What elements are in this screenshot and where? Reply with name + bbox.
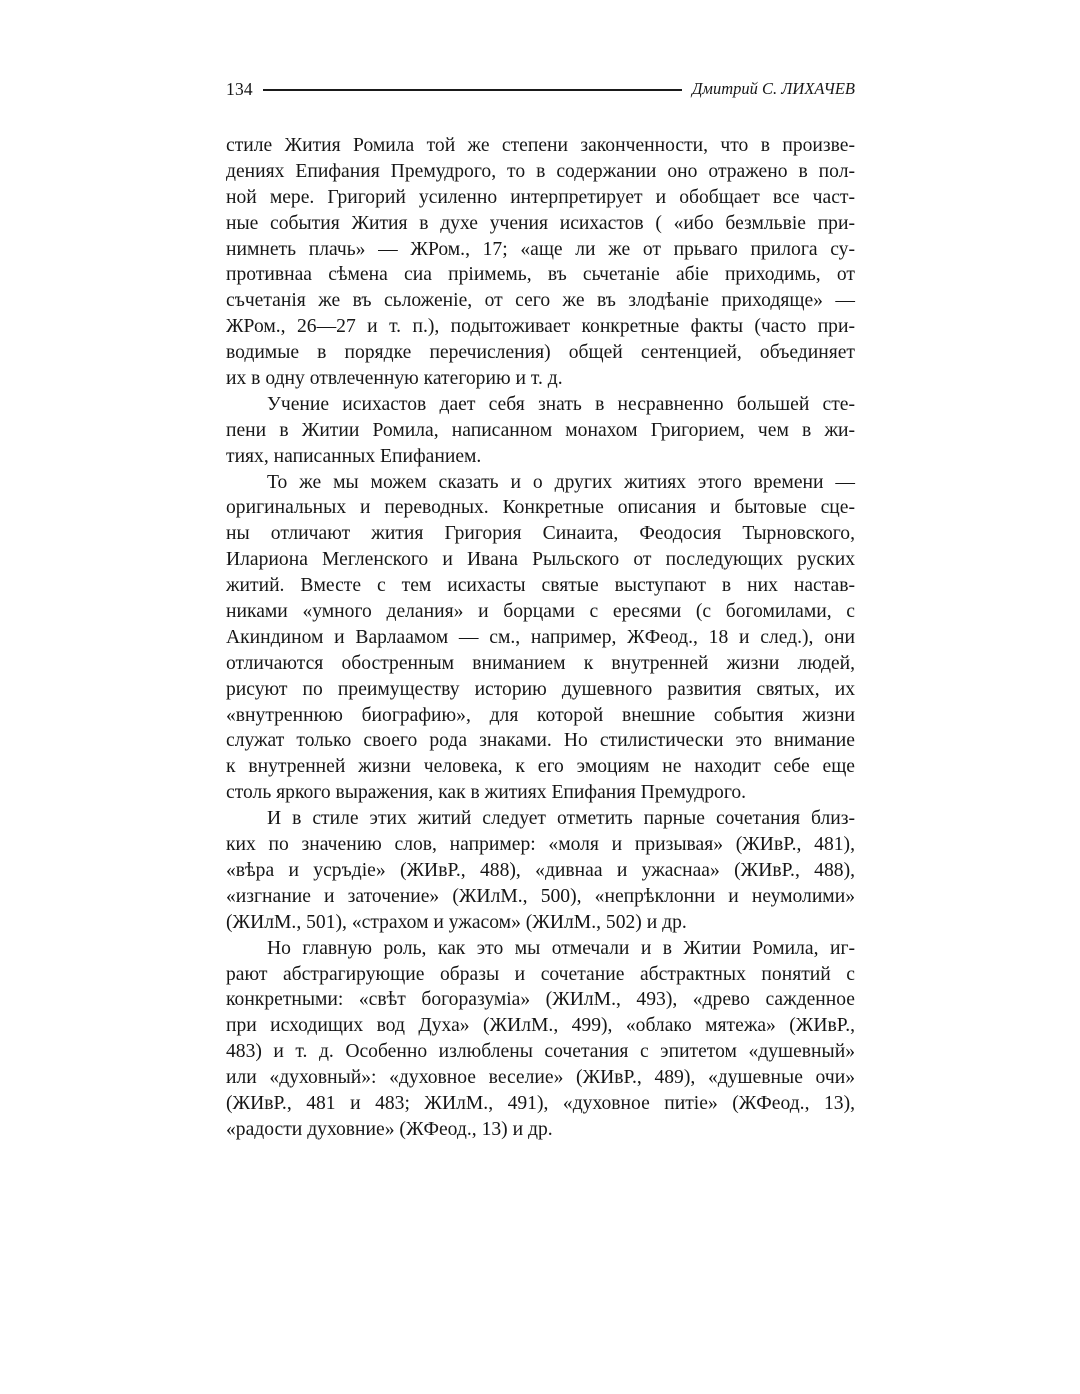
text-line: тиях, написанных Епифанием. (226, 445, 482, 467)
text-line: «внутреннюю биографию», для которой внешние события жизни (226, 704, 855, 726)
text-line: 483) и т. д. Особенно излюблены сочетания с эпитетом «душевный» (226, 1041, 855, 1063)
text-line: ной мере. Григорий усиленно интерпретирует и обобщает все част- (226, 186, 855, 208)
text-line: ких по значению слов, например: «моля и призывая» (ЖИвР., 481), (226, 834, 855, 856)
body-text (226, 133, 855, 1143)
text-line: (ЖИвР., 481 и 483; ЖИлМ., 491), «духовное питіе» (ЖФеод., 13), (226, 1092, 855, 1114)
text-line: к внутренней жизни человека, к его эмоциям не находит себе еще (226, 756, 855, 778)
text-line: «вѣра и усръдіе» (ЖИвР., 488), «дивнаа и ужаснаа» (ЖИвР., 488), (226, 859, 855, 881)
text-line: нимнеть плачь» — ЖРом., 17; «аще ли же от прьваго прилога су- (226, 238, 855, 260)
text-line: конкретными: «свѣт богоразуміа» (ЖИлМ., 493), «древо сажденное (226, 989, 855, 1011)
paragraph (226, 392, 855, 470)
text-line: их в одну отвлеченную категорию и т. д. (226, 368, 563, 390)
text-line: Но главную роль, как это мы отмечали и в Житии Ромила, иг- (267, 937, 855, 959)
text-line: стиле Жития Ромила той же степени законченности, что в произве- (226, 135, 855, 156)
text-line: «изгнание и заточение» (ЖИлМ., 500), «непрѣклонни и неумолими» (226, 885, 855, 907)
text-line: противнаа сѣмена сиа пріимемь, въ сьчетаніе абіе приходимь, от (226, 264, 855, 286)
paragraph (226, 806, 855, 935)
text-line: ЖРом., 26—27 и т. п.), подытоживает конкретные факты (часто при- (226, 316, 855, 338)
text-line: ны отличают жития Григория Синаита, Феодосия Тырновского, (226, 523, 855, 545)
page-number: 134 (226, 78, 253, 99)
text-line: И в стиле этих житий следует отметить парные сочетания близ- (267, 808, 855, 830)
text-line: водимые в порядке перечисления) общей сентенцией, объединяет (226, 342, 855, 364)
text-line: оригинальных и переводных. Конкретные описания и бытовые сце- (226, 497, 855, 519)
header-rule (263, 89, 682, 91)
paragraph (226, 936, 855, 1143)
text-line: дениях Епифания Премудрого, то в содержании оно отражено в пол- (226, 160, 855, 182)
book-page (226, 76, 855, 1143)
text-line: служат только своего рода знаками. Но стилистически это внимание (226, 730, 855, 752)
running-head-author: Дмитрий С. ЛИХАЧЕВ (691, 79, 855, 98)
text-line: житий. Вместе с тем исихасты святые выступают в них настав- (226, 575, 855, 597)
text-line: никами «умного делания» и борцами с ересями (с богомилами, с (226, 601, 855, 623)
text-line: рисуют по преимуществу историю душевного развития святых, их (226, 678, 855, 700)
text-line: рают абстрагирующие образы и сочетание абстрактных понятий с (226, 963, 855, 985)
text-line: «радости духовние» (ЖФеод., 13) и др. (226, 1118, 553, 1140)
text-line: отличаются обостренным вниманием к внутренней жизни людей, (226, 652, 855, 674)
text-line: То же мы можем сказать и о других житиях этого времени — (267, 471, 855, 493)
text-line: Акиндином и Варлаамом — см., например, ЖФеод., 18 и след.), они (226, 626, 855, 648)
text-line: или «духовный»: «духовное веселие» (ЖИвР., 489), «душевные очи» (226, 1067, 855, 1089)
text-line: пени в Житии Ромила, написанном монахом Григорием, чем в жи- (226, 419, 855, 441)
text-line: Учение исихастов дает себя знать в несравненно большей сте- (267, 393, 855, 415)
text-line: съчетанія же въ сьложеніе, от сего же въ злодѣаніе приходяще» — (226, 290, 855, 312)
paragraph (226, 470, 855, 807)
running-header (226, 76, 855, 102)
text-line: (ЖИлМ., 501), «страхом и ужасом» (ЖИлМ., 502) и др. (226, 911, 687, 933)
text-line: столь яркого выражения, как в житиях Епифания Премудрого. (226, 782, 747, 804)
text-line: при исходищих вод Духа» (ЖИлМ., 499), «облако мятежа» (ЖИвР., (226, 1015, 855, 1037)
text-line: Илариона Мегленского и Ивана Рыльского от последующих руских (226, 549, 855, 571)
paragraph (226, 133, 855, 392)
text-line: ные события Жития в духе учения исихастов ( «ибо безмльвіе при- (226, 212, 855, 234)
